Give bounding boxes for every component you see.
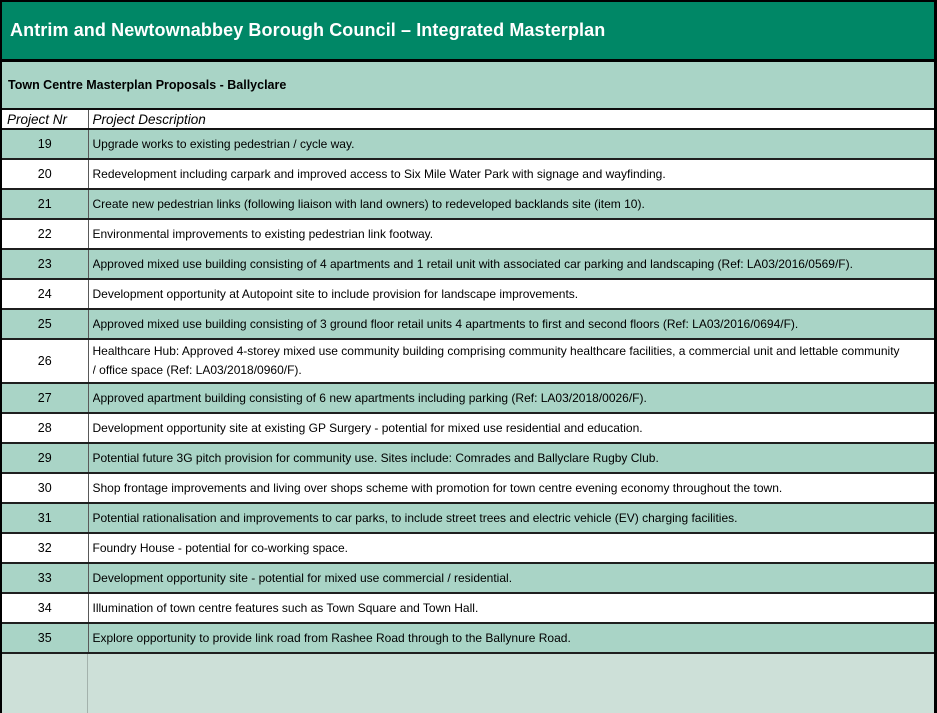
project-description-text: Healthcare Hub: Approved 4-storey mixed use community building comprising community healthcare facilities, a commercial unit and lettable community / office space (Ref: LA03/2018/0960/F). xyxy=(92,344,900,377)
table-row xyxy=(2,249,934,279)
project-description-text: Development opportunity site at existing GP Surgery - potential for mixed use residential and education. xyxy=(92,420,643,435)
table-row xyxy=(2,189,934,219)
project-nr-cell: 33 xyxy=(2,563,88,593)
project-description-text: Create new pedestrian links (following liaison with land owners) to redeveloped backlands site (item 10). xyxy=(92,196,645,211)
table-row xyxy=(2,443,934,473)
project-description-cell xyxy=(88,189,934,219)
partial-next-row-nr-cell xyxy=(2,654,88,713)
project-description-text: Potential rationalisation and improvements to car parks, to include street trees and electric vehicle (EV) charging facilities. xyxy=(92,510,738,525)
table-row xyxy=(2,383,934,413)
column-header-project-nr: Project Nr xyxy=(2,110,88,129)
project-nr-cell: 28 xyxy=(2,413,88,443)
project-description-text: Explore opportunity to provide link road from Rashee Road through to the Ballynure Road. xyxy=(92,630,571,645)
project-description-text: Approved mixed use building consisting of 4 apartments and 1 retail unit with associated car parking and landscaping (Ref: LA03/2016/0569/F). xyxy=(92,256,853,271)
project-description-cell xyxy=(88,443,934,473)
partial-next-row xyxy=(2,654,934,713)
project-nr-cell: 19 xyxy=(2,129,88,159)
table-row xyxy=(2,129,934,159)
project-nr-cell: 23 xyxy=(2,249,88,279)
project-description-cell xyxy=(88,623,934,653)
project-nr-cell: 27 xyxy=(2,383,88,413)
table-row xyxy=(2,219,934,249)
project-description-cell xyxy=(88,383,934,413)
project-nr-cell: 34 xyxy=(2,593,88,623)
project-nr-cell: 25 xyxy=(2,309,88,339)
table-row xyxy=(2,339,934,383)
project-description-text: Redevelopment including carpark and improved access to Six Mile Water Park with signage and wayfinding. xyxy=(92,166,666,181)
title-bar xyxy=(2,2,934,62)
project-description-text: Development opportunity at Autopoint site to include provision for landscape improvements. xyxy=(92,286,579,301)
column-header-project-description: Project Description xyxy=(88,110,934,129)
project-description-cell xyxy=(88,473,934,503)
table-row xyxy=(2,533,934,563)
project-description-text: Shop frontage improvements and living over shops scheme with promotion for town centre evening economy throughout the town. xyxy=(92,480,783,495)
section-subtitle: Town Centre Masterplan Proposals - Ballyclare xyxy=(8,78,287,92)
subtitle-bar xyxy=(2,62,934,110)
project-nr-cell: 24 xyxy=(2,279,88,309)
table-row xyxy=(2,159,934,189)
table-row xyxy=(2,309,934,339)
table-row xyxy=(2,623,934,653)
project-nr-cell: 21 xyxy=(2,189,88,219)
project-nr-cell: 26 xyxy=(2,339,88,383)
project-description-cell xyxy=(88,279,934,309)
project-description-cell xyxy=(88,129,934,159)
project-nr-cell: 22 xyxy=(2,219,88,249)
project-description-text: Potential future 3G pitch provision for community use. Sites include: Comrades and Ballyclare Rugby Club. xyxy=(92,450,659,465)
project-nr-cell: 32 xyxy=(2,533,88,563)
project-description-text: Approved apartment building consisting of 6 new apartments including parking (Ref: LA03/2018/0026/F). xyxy=(92,390,647,405)
project-description-text: Environmental improvements to existing pedestrian link footway. xyxy=(92,226,434,241)
project-description-cell xyxy=(88,533,934,563)
project-nr-cell: 30 xyxy=(2,473,88,503)
table-row xyxy=(2,279,934,309)
project-description-text: Upgrade works to existing pedestrian / cycle way. xyxy=(92,136,355,151)
table-row xyxy=(2,563,934,593)
project-description-text: Approved mixed use building consisting of 3 ground floor retail units 4 apartments to first and second floors (Ref: LA03/2016/0694/F). xyxy=(92,316,799,331)
table-row xyxy=(2,473,934,503)
project-description-cell xyxy=(88,249,934,279)
project-description-cell xyxy=(88,339,934,383)
project-description-text: Development opportunity site - potential for mixed use commercial / residential. xyxy=(92,570,513,585)
partial-next-row-desc-cell xyxy=(88,654,934,713)
project-description-cell xyxy=(88,159,934,189)
page-title: Antrim and Newtownabbey Borough Council – Integrated Masterplan xyxy=(10,20,606,40)
table-header-row xyxy=(2,110,934,129)
project-description-text: Illumination of town centre features such as Town Square and Town Hall. xyxy=(92,600,479,615)
project-description-cell xyxy=(88,413,934,443)
project-description-cell xyxy=(88,309,934,339)
project-description-text: Foundry House - potential for co-working space. xyxy=(92,540,348,555)
proposals-table xyxy=(2,110,934,654)
project-nr-cell: 29 xyxy=(2,443,88,473)
project-nr-cell: 20 xyxy=(2,159,88,189)
project-nr-cell: 35 xyxy=(2,623,88,653)
project-description-cell xyxy=(88,219,934,249)
project-nr-cell: 31 xyxy=(2,503,88,533)
table-row xyxy=(2,593,934,623)
table-row xyxy=(2,503,934,533)
table-row xyxy=(2,413,934,443)
project-description-cell xyxy=(88,563,934,593)
project-description-cell xyxy=(88,503,934,533)
project-description-cell xyxy=(88,593,934,623)
